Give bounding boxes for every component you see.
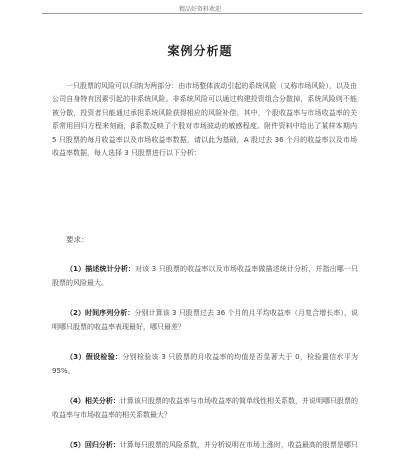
- header-tag: 精品好资料欢迎: [178, 6, 221, 13]
- requirement-item-text: 对该 3 只股票的收益率以及市场收益率做描述统计分析，并指出哪一只股票的风险最大。: [52, 265, 359, 287]
- requirement-item-label: （3）假设检验：: [66, 353, 123, 361]
- requirements-label: 要求：: [66, 235, 89, 244]
- header-divider: [42, 13, 362, 14]
- requirement-item-2: [52, 306, 358, 334]
- requirement-item-3: [52, 350, 358, 378]
- document-title: 案例分析题: [167, 44, 233, 58]
- intro-paragraph: 一只股票的风险可以归纳为两部分：由市场整体波动引起的系统风险（又称市场风险），以及由公司自身特有因素引起的非系统风险。非系统风险可以通过构建投资组合分散掉，系统风险则不能被分散，投资者只能通过承担系统风险获得相应的风险补偿。其中，个股收益率与市场收益率的关系常用回归方程来刻画，β系数反映了个股对市场波动的敏感程度。附件资料中给出了某样本期内 5 只股票的每月收益率以及市场收益率数据，请以此为基础，A 股过去 36 个月的收益率以及市场收益率数据，每人选择 3 只股票进行以下分析：: [52, 82, 357, 158]
- requirement-item-5: [52, 438, 358, 452]
- requirement-item-1: [52, 262, 358, 290]
- requirement-item-label: （2）时间序列分析：: [66, 309, 135, 317]
- requirement-item-label: （1）描述统计分析：: [66, 265, 136, 273]
- requirement-item-text: 分别计算该 3 只股票过去 36 个月的月平均收益率（月复合增长率），说明哪只股票的收益率表现最好，哪只最差？: [52, 309, 358, 331]
- requirement-item-4: [52, 394, 358, 422]
- requirement-item-label: （5）回归分析：: [66, 441, 120, 449]
- requirement-item-text: 计算该只股票的收益率与市场收益率的简单线性相关系数，并说明哪只股票的收益率与市场收益率的相关系数最大？: [52, 397, 359, 419]
- requirement-item-text: 分别检验该 3 只股票的月收益率的均值是否显著大于 0，检验置信水平为 95%。: [52, 353, 358, 375]
- requirement-item-text: 计算每只股票的风险系数，并分析说明在市场上涨时，收益最高的股票是哪只: [119, 441, 358, 449]
- requirement-item-label: （4）相关分析：: [66, 397, 120, 405]
